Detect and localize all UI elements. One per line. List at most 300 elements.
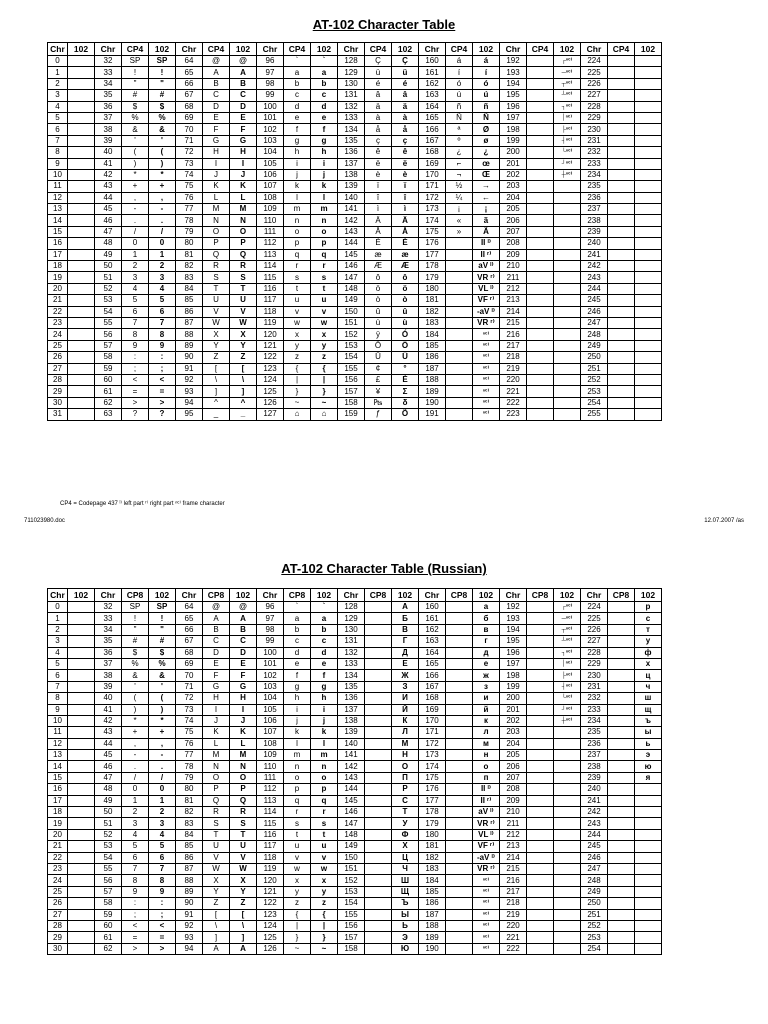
- table-row: [48, 636, 662, 647]
- table-cell: [68, 124, 95, 135]
- table-cell: [608, 56, 635, 67]
- table-cell: È: [392, 374, 419, 385]
- table-header-row: [48, 589, 662, 602]
- table-row: [48, 898, 662, 909]
- table-cell: l: [311, 738, 338, 749]
- table-cell: >: [122, 943, 149, 954]
- table-cell: 141: [338, 204, 365, 215]
- table-cell: VF ʳ⁾: [473, 295, 500, 306]
- table-cell: 86: [176, 306, 203, 317]
- table-cell: 123: [257, 363, 284, 374]
- table-cell: 208: [500, 784, 527, 795]
- table-cell: [527, 283, 554, 294]
- table-cell: @: [230, 56, 257, 67]
- table-cell: т: [635, 624, 662, 635]
- table-cell: y: [284, 340, 311, 351]
- table-cell: M: [203, 204, 230, 215]
- table-cell: 111: [257, 226, 284, 237]
- table-cell: ë: [365, 158, 392, 169]
- table-cell: H: [203, 693, 230, 704]
- table-cell: 100: [257, 101, 284, 112]
- table-cell: ä: [365, 101, 392, 112]
- table-cell: 17: [48, 249, 68, 260]
- table-cell: 138: [338, 169, 365, 180]
- table-cell: q: [284, 795, 311, 806]
- table-cell: 200: [500, 693, 527, 704]
- table-cell: ': [149, 135, 176, 146]
- table-cell: 193: [500, 67, 527, 78]
- table-cell: (: [149, 147, 176, 158]
- table-cell: ¥: [365, 386, 392, 397]
- table-cell: E: [230, 658, 257, 669]
- table-cell: ⁿᶜ⁾: [473, 397, 500, 408]
- column-header: CP4: [446, 43, 473, 56]
- table-cell: [68, 329, 95, 340]
- column-header: Chr: [338, 589, 365, 602]
- table-cell: [446, 920, 473, 931]
- table-cell: &: [149, 124, 176, 135]
- table-cell: 161: [419, 67, 446, 78]
- table-row: [48, 681, 662, 692]
- table-cell: 160: [419, 56, 446, 67]
- table-cell: 5: [48, 658, 68, 669]
- table-cell: Æ: [392, 261, 419, 272]
- table-cell: [365, 829, 392, 840]
- table-cell: Y: [230, 340, 257, 351]
- table-cell: ): [122, 704, 149, 715]
- table-cell: 213: [500, 295, 527, 306]
- table-cell: [68, 249, 95, 260]
- table-cell: k: [311, 181, 338, 192]
- table-row: [48, 215, 662, 226]
- table-cell: 178: [419, 261, 446, 272]
- table-cell: |: [284, 920, 311, 931]
- table-cell: ц: [635, 670, 662, 681]
- table-cell: p: [311, 238, 338, 249]
- table-cell: [446, 909, 473, 920]
- table-cell: x: [284, 875, 311, 886]
- table-cell: 164: [419, 647, 446, 658]
- table-cell: p: [311, 784, 338, 795]
- table-cell: 82: [176, 807, 203, 818]
- table-cell: 123: [257, 909, 284, 920]
- table-cell: Л: [392, 727, 419, 738]
- column-header: Chr: [176, 589, 203, 602]
- table-cell: 156: [338, 920, 365, 931]
- table-cell: 190: [419, 943, 446, 954]
- table-cell: 73: [176, 158, 203, 169]
- table-cell: 230: [581, 670, 608, 681]
- table-cell: A: [230, 67, 257, 78]
- table-cell: [554, 306, 581, 317]
- table-cell: 117: [257, 295, 284, 306]
- table-cell: F: [203, 124, 230, 135]
- table-cell: 15: [48, 226, 68, 237]
- table-cell: 72: [176, 147, 203, 158]
- table-cell: /: [149, 772, 176, 783]
- table-cell: [446, 807, 473, 818]
- table-cell: 0: [122, 784, 149, 795]
- table-cell: \: [203, 920, 230, 931]
- table-cell: [365, 750, 392, 761]
- table-cell: 39: [95, 135, 122, 146]
- table-cell: B: [203, 78, 230, 89]
- table-cell: [68, 624, 95, 635]
- table-cell: 106: [257, 169, 284, 180]
- table-cell: 158: [338, 943, 365, 954]
- table-cell: 79: [176, 226, 203, 237]
- table-cell: 197: [500, 112, 527, 123]
- table-cell: [608, 750, 635, 761]
- table-row: [48, 67, 662, 78]
- table-cell: 20: [48, 829, 68, 840]
- table-cell: H: [203, 147, 230, 158]
- table-cell: 108: [257, 192, 284, 203]
- table-cell: ю: [635, 761, 662, 772]
- table-cell: 19: [48, 272, 68, 283]
- table-cell: Ч: [392, 863, 419, 874]
- table-cell: G: [230, 681, 257, 692]
- table-cell: #: [122, 636, 149, 647]
- column-header: CP8: [527, 589, 554, 602]
- column-header: 102: [635, 43, 662, 56]
- table-cell: q: [311, 249, 338, 260]
- table-cell: ]: [230, 386, 257, 397]
- table-cell: Н: [392, 750, 419, 761]
- column-header: 102: [554, 43, 581, 56]
- table-cell: [365, 909, 392, 920]
- table-cell: [608, 295, 635, 306]
- table-cell: [68, 602, 95, 613]
- table-row: [48, 715, 662, 726]
- table-cell: 21: [48, 295, 68, 306]
- table-cell: [446, 693, 473, 704]
- table-row: [48, 352, 662, 363]
- table-cell: 33: [95, 613, 122, 624]
- table-cell: 158: [338, 397, 365, 408]
- table-cell: 22: [48, 306, 68, 317]
- table-row: [48, 875, 662, 886]
- table-cell: 55: [95, 863, 122, 874]
- table-cell: L: [230, 738, 257, 749]
- table-cell: B: [203, 624, 230, 635]
- table-cell: 30: [48, 397, 68, 408]
- table-cell: л: [473, 727, 500, 738]
- table-cell: [608, 784, 635, 795]
- table-cell: A: [230, 943, 257, 954]
- table-cell: :: [122, 898, 149, 909]
- table-cell: 203: [500, 727, 527, 738]
- table-cell: a: [284, 613, 311, 624]
- table-cell: T: [230, 829, 257, 840]
- table-cell: j: [311, 169, 338, 180]
- table-cell: \: [203, 374, 230, 385]
- table-cell: |: [311, 374, 338, 385]
- table-cell: B: [230, 78, 257, 89]
- table-cell: 102: [257, 124, 284, 135]
- table-cell: ï: [365, 181, 392, 192]
- table-cell: ~: [311, 943, 338, 954]
- table-cell: &: [149, 670, 176, 681]
- table-cell: $: [122, 101, 149, 112]
- table-cell: 28: [48, 920, 68, 931]
- table-cell: ": [122, 624, 149, 635]
- table-cell: [608, 67, 635, 78]
- table-cell: 248: [581, 329, 608, 340]
- table-cell: N: [203, 215, 230, 226]
- table-cell: [608, 647, 635, 658]
- table-cell: å: [392, 124, 419, 135]
- table-cell: 243: [581, 272, 608, 283]
- table-cell: =: [149, 386, 176, 397]
- table-cell: [68, 169, 95, 180]
- table-cell: 190: [419, 397, 446, 408]
- table-row: [48, 158, 662, 169]
- table-cell: [527, 204, 554, 215]
- table-cell: 137: [338, 704, 365, 715]
- table-cell: SP: [122, 56, 149, 67]
- table-cell: [635, 795, 662, 806]
- table-cell: 149: [338, 295, 365, 306]
- table-cell: [554, 943, 581, 954]
- table-cell: 246: [581, 306, 608, 317]
- table-cell: [68, 147, 95, 158]
- table-cell: 41: [95, 158, 122, 169]
- table-cell: ┴ⁿᶜ⁾: [554, 90, 581, 101]
- table-cell: 218: [500, 898, 527, 909]
- column-header: CP4: [365, 43, 392, 56]
- table-cell: 210: [500, 261, 527, 272]
- table-cell: 115: [257, 818, 284, 829]
- table-cell: 107: [257, 181, 284, 192]
- table-cell: [608, 886, 635, 897]
- table-cell: 184: [419, 329, 446, 340]
- table-cell: 14: [48, 761, 68, 772]
- table-cell: 233: [581, 158, 608, 169]
- table-cell: 238: [581, 761, 608, 772]
- table-cell: SP: [149, 56, 176, 67]
- table-cell: 72: [176, 693, 203, 704]
- table-cell: [635, 306, 662, 317]
- table-cell: ø: [473, 135, 500, 146]
- table-cell: 34: [95, 78, 122, 89]
- table-cell: [554, 738, 581, 749]
- table-cell: l: [284, 192, 311, 203]
- table-cell: [635, 807, 662, 818]
- table-cell: V: [230, 852, 257, 863]
- table-cell: D: [203, 101, 230, 112]
- table-cell: 217: [500, 886, 527, 897]
- table-cell: S: [230, 818, 257, 829]
- table-cell: [608, 261, 635, 272]
- table-cell: VL ˡ⁾: [473, 829, 500, 840]
- table-cell: Y: [203, 886, 230, 897]
- column-header: CP8: [122, 589, 149, 602]
- table-cell: U: [203, 841, 230, 852]
- table-cell: 32: [95, 602, 122, 613]
- table-cell: p: [284, 784, 311, 795]
- table-cell: O: [230, 772, 257, 783]
- table-cell: O: [203, 772, 230, 783]
- table-cell: 137: [338, 158, 365, 169]
- table-cell: 14: [48, 215, 68, 226]
- table-cell: 166: [419, 124, 446, 135]
- table-cell: 142: [338, 761, 365, 772]
- table-cell: 37: [95, 112, 122, 123]
- table-cell: 187: [419, 363, 446, 374]
- table-cell: [527, 238, 554, 249]
- table-cell: [635, 374, 662, 385]
- table-cell: i: [311, 158, 338, 169]
- table-cell: [608, 181, 635, 192]
- table-cell: 76: [176, 192, 203, 203]
- table-row: [48, 226, 662, 237]
- table-cell: М: [392, 738, 419, 749]
- table-cell: P: [230, 238, 257, 249]
- table-cell: °: [392, 363, 419, 374]
- table-cell: }: [311, 386, 338, 397]
- table-cell: ": [122, 78, 149, 89]
- table-cell: C: [230, 90, 257, 101]
- table-cell: 9: [48, 158, 68, 169]
- table-cell: 172: [419, 738, 446, 749]
- table-cell: II ʳ⁾: [473, 249, 500, 260]
- table-cell: ┐ⁿᶜ⁾: [554, 647, 581, 658]
- table-cell: 4: [48, 101, 68, 112]
- table-cell: 176: [419, 784, 446, 795]
- table-cell: [68, 272, 95, 283]
- table-cell: #: [122, 90, 149, 101]
- table-cell: 80: [176, 784, 203, 795]
- table-cell: H: [230, 693, 257, 704]
- table-cell: 126: [257, 943, 284, 954]
- table-cell: A: [230, 613, 257, 624]
- table-cell: 252: [581, 374, 608, 385]
- table-cell: [527, 636, 554, 647]
- table-cell: →: [473, 181, 500, 192]
- table-cell: 216: [500, 329, 527, 340]
- table-cell: 9: [122, 340, 149, 351]
- table-cell: в: [473, 624, 500, 635]
- table-cell: 235: [581, 181, 608, 192]
- table-cell: [554, 295, 581, 306]
- table-cell: [635, 238, 662, 249]
- table-cell: о: [473, 761, 500, 772]
- table-cell: .: [149, 215, 176, 226]
- table-cell: [446, 386, 473, 397]
- table-cell: [635, 226, 662, 237]
- table-cell: K: [230, 727, 257, 738]
- table-cell: ): [149, 704, 176, 715]
- table-cell: [527, 909, 554, 920]
- table-cell: ~: [311, 397, 338, 408]
- table-cell: X: [203, 875, 230, 886]
- table-cell: 125: [257, 932, 284, 943]
- table-cell: [527, 215, 554, 226]
- table-cell: [554, 898, 581, 909]
- table-cell: [446, 352, 473, 363]
- table-cell: [608, 135, 635, 146]
- table-cell: [608, 863, 635, 874]
- table-cell: 164: [419, 101, 446, 112]
- table-cell: [608, 374, 635, 385]
- table-cell: 7: [149, 317, 176, 328]
- table-cell: ⁿᶜ⁾: [473, 329, 500, 340]
- table-cell: ¢: [365, 363, 392, 374]
- table-cell: [635, 317, 662, 328]
- table-cell: 8: [149, 329, 176, 340]
- table-cell: [446, 624, 473, 635]
- table-cell: [68, 943, 95, 954]
- table-cell: O: [230, 226, 257, 237]
- table-cell: 69: [176, 658, 203, 669]
- table-cell: [527, 772, 554, 783]
- table-cell: [446, 238, 473, 249]
- table-cell: Ф: [392, 829, 419, 840]
- table-cell: 78: [176, 761, 203, 772]
- table-cell: Œ: [473, 169, 500, 180]
- table-cell: ъ: [635, 715, 662, 726]
- table-cell: P: [203, 238, 230, 249]
- table-cell: C: [230, 636, 257, 647]
- table-cell: 6: [48, 124, 68, 135]
- table-cell: 27: [48, 363, 68, 374]
- table-cell: 179: [419, 818, 446, 829]
- table-cell: 132: [338, 101, 365, 112]
- table-cell: 60: [95, 374, 122, 385]
- table-cell: [635, 875, 662, 886]
- table-cell: д: [473, 647, 500, 658]
- table-cell: [635, 158, 662, 169]
- table-cell: [365, 727, 392, 738]
- table-cell: Æ: [365, 261, 392, 272]
- table-cell: h: [311, 693, 338, 704]
- table-cell: [608, 169, 635, 180]
- table-cell: s: [284, 818, 311, 829]
- table-cell: 181: [419, 841, 446, 852]
- table-cell: [608, 386, 635, 397]
- table-cell: 127: [257, 409, 284, 420]
- table-row: [48, 363, 662, 374]
- table-cell: 50: [95, 261, 122, 272]
- table-cell: [446, 943, 473, 954]
- table-cell: [365, 681, 392, 692]
- table-cell: [365, 738, 392, 749]
- table-cell: │ⁿᶜ⁾: [554, 112, 581, 123]
- table-cell: [635, 340, 662, 351]
- table-cell: 122: [257, 898, 284, 909]
- table-cell: {: [284, 909, 311, 920]
- table-cell: 221: [500, 386, 527, 397]
- table-cell: N: [203, 761, 230, 772]
- table-cell: [68, 761, 95, 772]
- table-cell: 199: [500, 135, 527, 146]
- table-cell: В: [392, 624, 419, 635]
- table-cell: M: [230, 204, 257, 215]
- table-cell: 101: [257, 658, 284, 669]
- table-cell: 185: [419, 340, 446, 351]
- table-cell: 57: [95, 886, 122, 897]
- table-cell: (: [122, 147, 149, 158]
- table-cell: 33: [95, 67, 122, 78]
- table-cell: [635, 78, 662, 89]
- table-cell: [365, 704, 392, 715]
- table-cell: 47: [95, 226, 122, 237]
- table-cell: [635, 67, 662, 78]
- table-cell: X: [230, 329, 257, 340]
- table-cell: [608, 329, 635, 340]
- table-cell: 251: [581, 363, 608, 374]
